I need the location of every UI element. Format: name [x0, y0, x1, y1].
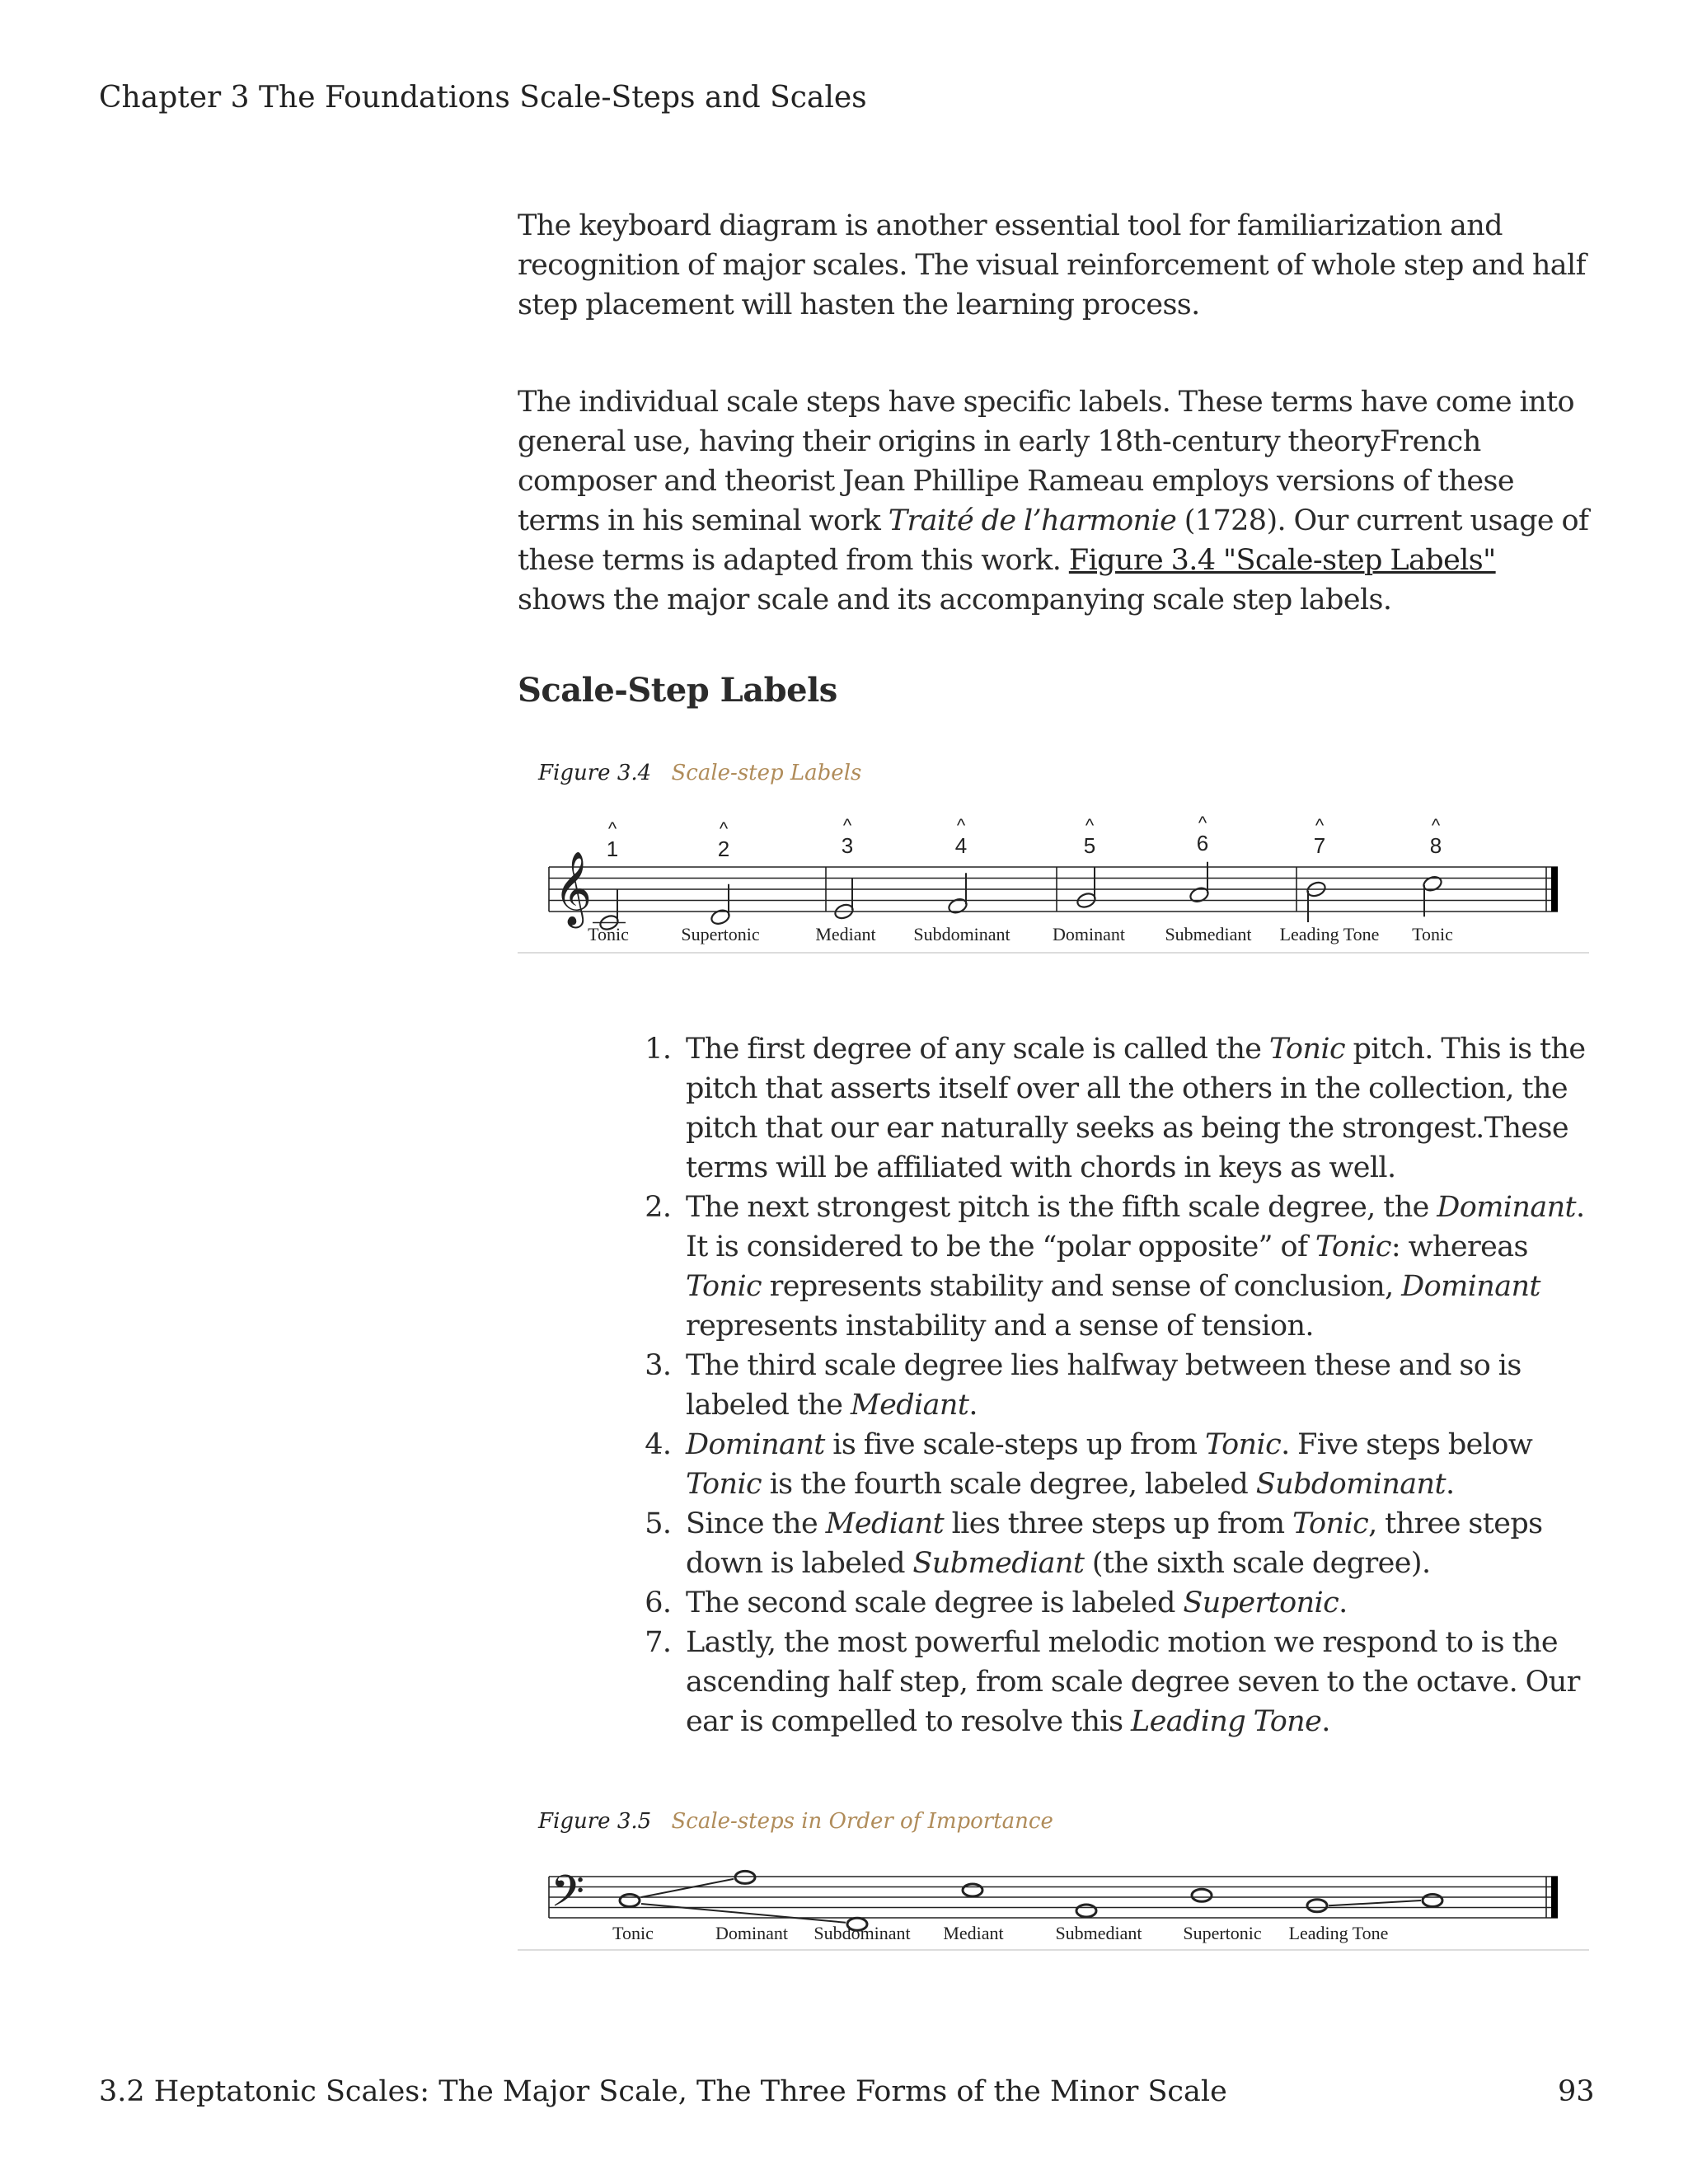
- whole-note: [1192, 1889, 1212, 1901]
- term: Subdominant: [1255, 1468, 1446, 1501]
- scale-step-label: Tonic: [1412, 924, 1453, 944]
- list-text: .: [1445, 1468, 1455, 1501]
- caret-symbol: ^: [719, 818, 729, 839]
- scale-step-label: Leading Tone: [1288, 1923, 1389, 1943]
- term: Mediant: [850, 1389, 969, 1422]
- caret-symbol: ^: [1085, 815, 1095, 836]
- scale-step-label: Dominant: [1053, 924, 1125, 944]
- list-text: The first degree of any scale is called the: [686, 1033, 1269, 1066]
- scale-degree-number: 4: [954, 833, 968, 858]
- figure-number: Figure 3.5: [538, 1809, 652, 1834]
- figure-3-5-staff: [518, 1858, 1589, 1951]
- term: Tonic: [1315, 1230, 1391, 1263]
- whole-note: [735, 1871, 755, 1883]
- list-text: . Five steps below: [1281, 1428, 1533, 1461]
- scale-step-label: Leading Tone: [1279, 924, 1380, 944]
- final-barline-thick: [1551, 867, 1558, 912]
- term: Mediant: [825, 1507, 945, 1540]
- term: Dominant: [1401, 1270, 1540, 1303]
- whole-note: [1307, 1900, 1327, 1912]
- list-text: .: [1321, 1705, 1330, 1738]
- figure-3-5-caption: [538, 1809, 1589, 1834]
- paragraph-text: shows the major scale and its accompanying scale step labels.: [518, 583, 1392, 616]
- list-text: (the sixth scale degree).: [1084, 1547, 1431, 1580]
- scale-step-label: Mediant: [815, 924, 876, 944]
- list-text: is the fourth scale degree, labeled: [762, 1468, 1256, 1501]
- list-text: Lastly, the most powerful melodic motion we respond to is the ascending half step, from scale degree seven to the octave. Our ear is compelled to resolve this: [686, 1626, 1580, 1738]
- caret-symbol: ^: [842, 815, 852, 836]
- term: Dominant: [1437, 1191, 1577, 1224]
- connector-line: [641, 1879, 734, 1897]
- scale-degree-number: 7: [1313, 833, 1326, 858]
- figure-3-4-link[interactable]: Figure 3.4 "Scale-step Labels": [1068, 544, 1496, 577]
- running-head: Chapter 3 The Foundations Scale-Steps and Scales: [99, 81, 867, 115]
- scale-step-label: Subdominant: [814, 1923, 911, 1943]
- figure-number: Figure 3.4: [538, 761, 652, 785]
- list-item: [679, 1425, 1589, 1504]
- scale-step-label: Dominant: [715, 1923, 788, 1943]
- caret-symbol: ^: [1431, 815, 1441, 836]
- list-item: [679, 1504, 1589, 1583]
- figure-3-4-caption: [538, 761, 1589, 785]
- connector-line: [1329, 1900, 1421, 1905]
- term: Tonic: [1205, 1428, 1282, 1461]
- whole-note: [1423, 1895, 1442, 1907]
- list-item: [679, 1623, 1589, 1741]
- list-text: pitch. This is the pitch that asserts itself over all the others in the collection, the pitch that our ear naturally seeks as being the strongest.These terms will be affiliated with chords in keys as well.: [686, 1033, 1586, 1184]
- list-text: . It is considered to be the “polar opposite” of: [686, 1191, 1585, 1263]
- scale-degree-number: 6: [1196, 831, 1209, 855]
- term: Leading Tone: [1130, 1705, 1322, 1738]
- scale-step-label: Submediant: [1055, 1923, 1142, 1943]
- treble-staff-notation: [518, 807, 1589, 952]
- list-text: , three steps down is labeled: [686, 1507, 1543, 1580]
- list-text: : whereas: [1390, 1230, 1528, 1263]
- term: Tonic: [1292, 1507, 1369, 1540]
- scale-step-label: Mediant: [943, 1923, 1004, 1943]
- list-text: Since the: [686, 1507, 826, 1540]
- list-item: [679, 1346, 1589, 1425]
- whole-note: [1076, 1905, 1096, 1917]
- main-content: [518, 206, 1589, 1951]
- scale-step-label: Submediant: [1165, 924, 1252, 944]
- term: Dominant: [686, 1428, 825, 1461]
- term: Submediant: [912, 1547, 1085, 1580]
- caret-symbol: ^: [1315, 815, 1325, 836]
- scale-step-label: Tonic: [588, 924, 629, 944]
- paragraph-text: (1728). Our current usage of these terms is adapted from this work.: [518, 504, 1589, 577]
- figure-title: Scale-step Labels: [671, 761, 862, 785]
- list-text: is five scale-steps up from: [824, 1428, 1206, 1461]
- list-text: lies three steps up from: [944, 1507, 1293, 1540]
- list-text: .: [1339, 1586, 1348, 1619]
- scale-step-label: Tonic: [612, 1923, 654, 1943]
- bass-staff-notation: [518, 1858, 1589, 1949]
- scale-step-label: Subdominant: [913, 924, 1010, 944]
- caret-symbol: ^: [956, 815, 966, 836]
- list-text: .: [968, 1389, 978, 1422]
- list-item: [679, 1029, 1589, 1188]
- paragraph-keyboard-diagram: The keyboard diagram is another essential tool for familiarization and recognition of major scales. The visual reinforcement of whole step and half step placement will hasten the learning process.: [518, 209, 1586, 321]
- figure-3-4-staff: [518, 807, 1589, 954]
- scale-step-list: [518, 1029, 1589, 1741]
- connector-line: [641, 1904, 846, 1923]
- treble-clef-icon: 𝄞: [554, 851, 593, 926]
- list-item: [679, 1188, 1589, 1346]
- final-barline-thick: [1551, 1877, 1558, 1918]
- caret-symbol: ^: [607, 818, 617, 839]
- scale-degree-number: 3: [841, 833, 854, 858]
- scale-degree-number: 8: [1429, 833, 1442, 858]
- figure-title: Scale-steps in Order of Importance: [671, 1809, 1053, 1834]
- paragraph-text: The individual scale steps have specific labels. These terms have come into general use, having their origins in early 18th-century theoryFrench composer and theorist Jean Phillipe Rameau employs versions of these terms in his seminal work: [518, 386, 1574, 537]
- caret-symbol: ^: [1198, 813, 1207, 833]
- paragraph-scale-step-history: [518, 382, 1589, 620]
- scale-degree-number: 5: [1083, 833, 1096, 858]
- scale-degree-number: 1: [606, 837, 619, 861]
- scale-step-label: Supertonic: [681, 924, 760, 944]
- list-text: The third scale degree lies halfway between these and so is labeled the: [686, 1349, 1522, 1422]
- whole-note: [963, 1884, 982, 1896]
- footer-section-title: 3.2 Heptatonic Scales: The Major Scale, The Three Forms of the Minor Scale: [99, 2075, 1227, 2108]
- term: Tonic: [1268, 1033, 1345, 1066]
- list-text: The second scale degree is labeled: [686, 1586, 1184, 1619]
- scale-step-label: Supertonic: [1183, 1923, 1262, 1943]
- term: Tonic: [686, 1468, 762, 1501]
- section-heading: Scale-Step Labels: [518, 671, 837, 710]
- term: Tonic: [686, 1270, 762, 1303]
- page-number: 93: [1558, 2075, 1595, 2108]
- whole-note: [620, 1895, 640, 1907]
- list-text: represents stability and sense of conclusion,: [762, 1270, 1402, 1303]
- list-text: The next strongest pitch is the fifth scale degree, the: [686, 1191, 1437, 1224]
- work-title: Traité de l’harmonie: [888, 504, 1177, 537]
- scale-degree-number: 2: [717, 837, 730, 861]
- term: Supertonic: [1183, 1586, 1339, 1619]
- list-text: represents instability and a sense of tension.: [686, 1310, 1314, 1343]
- bass-clef-icon: 𝄢: [551, 1867, 585, 1928]
- list-item: [679, 1583, 1589, 1623]
